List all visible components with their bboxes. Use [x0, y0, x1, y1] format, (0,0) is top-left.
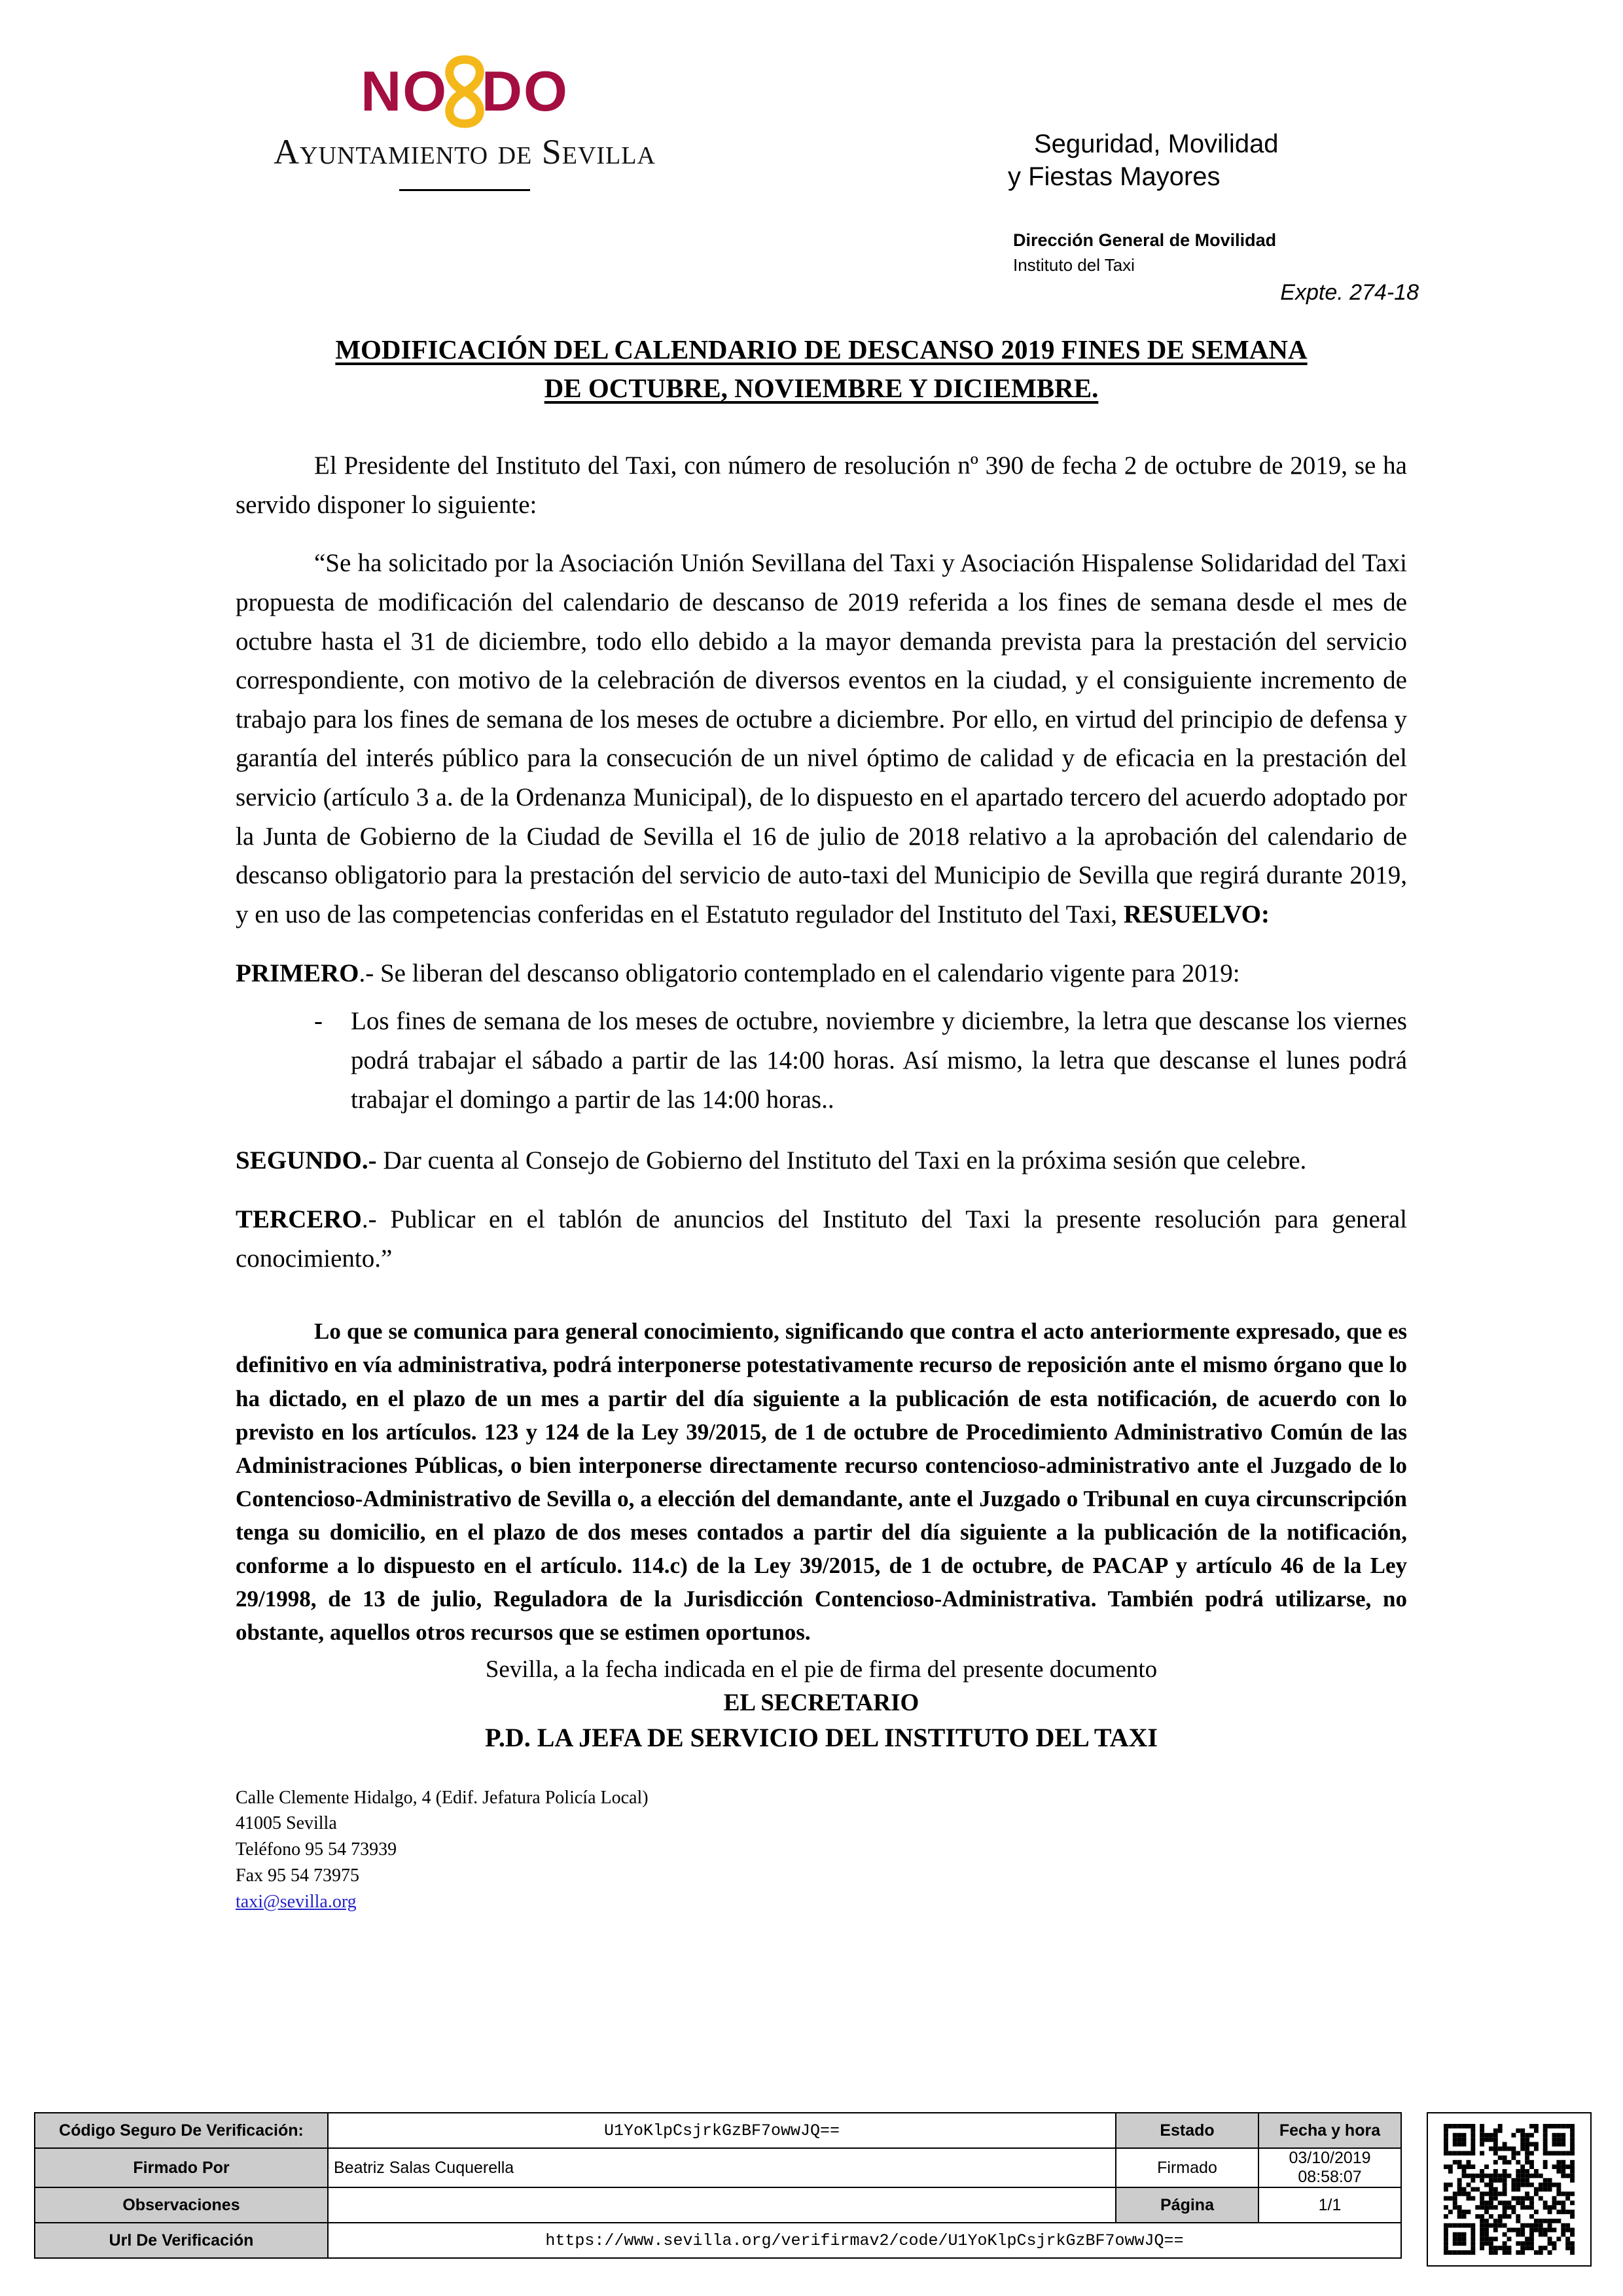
- page-title: [236, 330, 1407, 408]
- legal-notice-paragraph: Lo que se comunica para general conocimiento, significando que contra el acto anteriormente expresado, que es definitivo en vía administrativa, podrá interponerse potestativamente recurso de reposición ante el mismo órgano que lo ha dictado, en el plazo de un mes a partir del día siguiente a la publicación de esta notificación, de acuerdo con lo previsto en los artículos. 123 y 124 de la Ley 39/2015, de 1 de octubre de Procedimiento Administrativo Común de las Administraciones Públicas, o bien interponerse directamente recurso contencioso-administrativo ante el Juzgado de lo Contencioso-Administrativo de Sevilla o, a elección del demandante, ante el Juzgado o Tribunal en cuya circunscripción tenga su domicilio, en el plazo de dos meses contados a partir del día siguiente a la publicación de la notificación, conforme a lo dispuesto en el artículo. 114.c) de la Ley 39/2015, de 1 de octubre, de PACAP y artículo 46 de la Ley 29/1998, de 13 de julio, Reguladora de la Jurisdicción Contencioso-Administrativa. También podrá utilizarse, no obstante, aquellos otros recursos que se estimen oportunos.: [236, 1318, 1407, 1646]
- address-city: 41005 Sevilla: [236, 1813, 337, 1834]
- address-street: Calle Clemente Hidalgo, 4 (Edif. Jefatura Policía Local): [236, 1787, 649, 1808]
- table-row: [35, 2113, 1401, 2148]
- firmado-por-value: Beatriz Salas Cuquerella: [328, 2148, 1116, 2187]
- bullet-text: Los fines de semana de los meses de octubre, noviembre y diciembre, la letra que descanse los viernes podrá trabajar el sábado a partir de las 14:00 horas. Así mismo, la letra que descanse el lunes podrá trabajar el domingo a partir de las 14:00 horas..: [351, 1007, 1407, 1114]
- tercero-text: .- Publicar en el tablón de anuncios del Instituto del Taxi la presente resolución para general conocimiento.”: [236, 1205, 1407, 1273]
- quote-text: “Se ha solicitado por la Asociación Unión Sevillana del Taxi y Asociación Hispalense Solidaridad del Taxi propuesta de modificación del calendario de descanso de 2019 referida a los fines de semana desde el mes de octubre hasta el 31 de diciembre, todo ello debido a la mayor demanda prevista para la prestación del servicio correspondiente, con motivo de la celebración de diversos eventos en la ciudad, y el consiguiente incremento de trabajo para los fines de semana de los meses de octubre a diciembre. Por ello, en virtud del principio de defensa y garantía del interés público para la consecución de un nivel óptimo de calidad y de eficacia en la prestación del servicio (artículo 3 a. de la Ordenanza Municipal), de lo dispuesto en el apartado tercero del acuerdo adoptado por la Junta de Gobierno de la Ciudad de Sevilla el 16 de julio de 2018 relativo a la aprobación del calendario de descanso obligatorio para la prestación del servicio de auto-taxi del Municipio de Sevilla que regirá durante 2019, y en uso de las competencias conferidas en el Estatuto regulador del Instituto del Taxi,: [236, 549, 1407, 929]
- direccion-general: Dirección General de Movilidad: [1013, 230, 1277, 250]
- qr-code-icon: [1444, 2124, 1575, 2255]
- primero-paragraph: [236, 954, 1407, 993]
- quote-paragraph: [236, 544, 1407, 934]
- fecha-hora-header: Fecha y hora: [1258, 2113, 1401, 2148]
- signature-place-date: Sevilla, a la fecha indicada en el pie de firma del presente documento: [485, 1656, 1158, 1684]
- nosdo-knot-icon: [438, 53, 491, 130]
- segundo-paragraph: [236, 1141, 1407, 1180]
- page-title-line-2: DE OCTUBRE, NOVIEMBRE Y DICIEMBRE.: [544, 373, 1099, 404]
- firmado-por-label: Firmado Por: [35, 2148, 328, 2187]
- url-verificacion-value: https://www.sevilla.org/verifirmav2/code/U1YoKlpCsjrkGzBF7owwJQ==: [328, 2223, 1401, 2258]
- observaciones-label: Observaciones: [35, 2187, 328, 2223]
- department-line-2: y Fiestas Mayores: [1008, 162, 1221, 191]
- qr-code-box: [1427, 2112, 1592, 2267]
- table-row: [35, 2223, 1401, 2258]
- tercero-label: TERCERO: [236, 1205, 362, 1234]
- table-row: [35, 2148, 1401, 2187]
- email-link[interactable]: taxi@sevilla.org: [236, 1891, 357, 1912]
- bullet-dash: -: [314, 1007, 323, 1036]
- institution-name: Ayuntamiento de Sevilla: [274, 132, 656, 171]
- address-phone: Teléfono 95 54 73939: [236, 1839, 397, 1860]
- document-body: [236, 330, 1407, 1915]
- department-title: [1008, 128, 1466, 193]
- nosdo-logo: [361, 56, 569, 128]
- instituto-taxi: Instituto del Taxi: [1013, 255, 1135, 275]
- primero-text: .- Se liberan del descanso obligatorio contemplado en el calendario vigente para 2019:: [359, 959, 1240, 987]
- nosdo-letters: NO DO: [361, 60, 569, 123]
- intro-paragraph: El Presidente del Instituto del Taxi, con número de resolución nº 390 de fecha 2 de octubre de 2019, se ha servido disponer lo siguiente:: [236, 451, 1407, 519]
- page-title-line-1: MODIFICACIÓN DEL CALENDARIO DE DESCANSO 2019 FINES DE SEMANA: [335, 334, 1308, 364]
- signature-block: [236, 1653, 1407, 1756]
- segundo-label: SEGUNDO.-: [236, 1146, 377, 1175]
- verification-footer: [34, 2112, 1592, 2264]
- primero-label: PRIMERO: [236, 959, 359, 987]
- department-line-1: Seguridad, Movilidad: [1034, 130, 1279, 158]
- address-fax: Fax 95 54 73975: [236, 1865, 359, 1886]
- logo-divider: [399, 189, 530, 191]
- observaciones-value: [328, 2187, 1116, 2223]
- signature-role-secretario: EL SECRETARIO: [723, 1689, 919, 1717]
- url-verificacion-label: Url De Verificación: [35, 2223, 328, 2258]
- segundo-text: Dar cuenta al Consejo de Gobierno del Instituto del Taxi en la próxima sesión que celebre.: [376, 1146, 1307, 1175]
- csv-value: U1YoKlpCsjrkGzBF7owwJQ==: [328, 2113, 1116, 2148]
- fecha-hora-value: 03/10/2019 08:58:07: [1258, 2148, 1401, 2187]
- footer-address: [236, 1785, 1407, 1915]
- estado-value: Firmado: [1116, 2148, 1258, 2187]
- primero-bullet-item: [236, 1002, 1407, 1119]
- expediente-number: Expte. 274-18: [1280, 280, 1419, 305]
- resuelvo-label: RESUELVO:: [1123, 900, 1270, 929]
- pagina-label: Página: [1116, 2187, 1258, 2223]
- pagina-value: 1/1: [1258, 2187, 1401, 2223]
- tercero-paragraph: [236, 1200, 1407, 1278]
- document-header: [0, 0, 1623, 314]
- csv-label: Código Seguro De Verificación:: [35, 2113, 328, 2148]
- nosdo-logo-block: [255, 56, 674, 191]
- verification-table: [34, 2112, 1402, 2259]
- table-row: [35, 2187, 1401, 2223]
- signature-role-jefa: P.D. LA JEFA DE SERVICIO DEL INSTITUTO DEL TAXI: [485, 1723, 1158, 1753]
- estado-header: Estado: [1116, 2113, 1258, 2148]
